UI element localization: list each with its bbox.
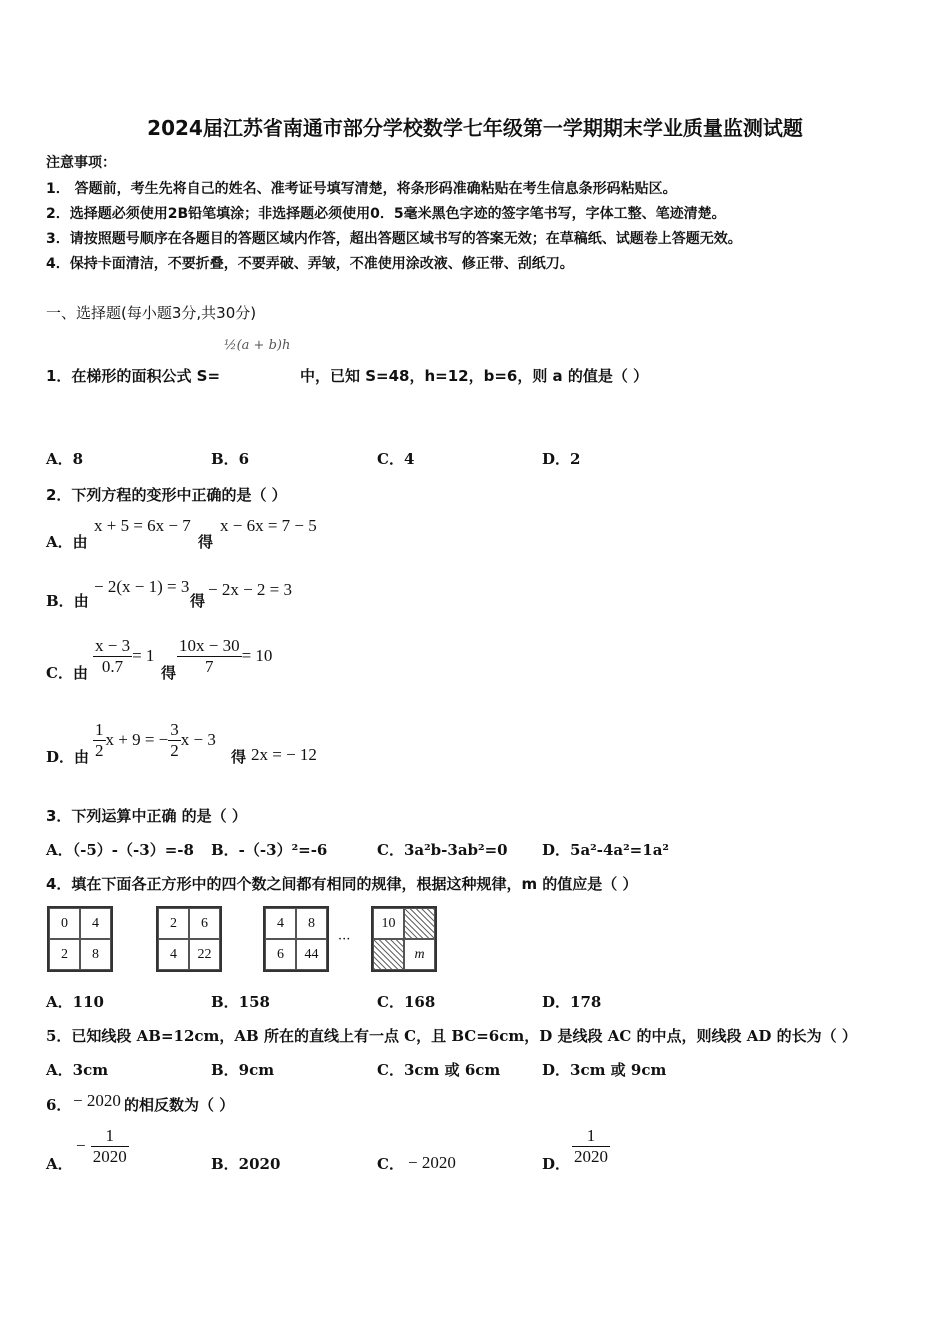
q1-option-a[interactable]: A．8	[46, 450, 84, 468]
cell: 8	[80, 939, 111, 970]
q6-option-c[interactable]: C．	[377, 1155, 404, 1173]
q2a-lhs: x + 5 = 6x − 7	[94, 516, 191, 535]
note-item: 1． 答题前，考生先将自己的姓名、准考证号填写清楚，将条形码准确粘贴在考生信息条形码粘贴区。	[46, 181, 677, 197]
q4-stem: 4．填在下面各正方形中的四个数之间都有相同的规律，根据这种规律，m 的值应是（ ）	[46, 875, 638, 893]
q2d-expression: $\frac{1}{2}$ x + 9 = − $\frac{3}{2}$ x − 3	[95, 720, 216, 760]
q3-option-b[interactable]: B．-（-3）²=-6	[211, 841, 328, 859]
q2d-rhs: 2x = − 12	[251, 745, 317, 764]
fraction: $\frac{1}{2020}$	[574, 1126, 608, 1166]
q2-option-b[interactable]	[46, 590, 89, 611]
cell: 0	[49, 908, 80, 939]
q6-option-d-value	[572, 1126, 610, 1167]
de-word: 得	[198, 533, 214, 551]
de-word: 得	[231, 748, 247, 766]
you-word: 由	[72, 664, 88, 682]
q2b-rhs: − 2x − 2 = 3	[208, 580, 293, 599]
q1-stem-prefix: 1．在梯形的面积公式 S=	[46, 367, 221, 385]
q2b-lhs: − 2(x − 1) = 3	[94, 577, 190, 596]
hatched-cell	[404, 908, 435, 939]
q2c-result: $\frac{10x - 30}{7}$ = 10	[179, 636, 273, 676]
q1-option-d[interactable]: D．2	[542, 450, 581, 468]
you-word: 由	[73, 592, 89, 610]
cell: 4	[158, 939, 189, 970]
q5-stem: 5．已知线段 AB=12cm，AB 所在的直线上有一点 C，且 BC=6cm，D 是线段 AC 的中点，则线段 AD 的长为（ ）	[46, 1027, 857, 1045]
page-title: 2024届江苏省南通市部分学校数学七年级第一学期期末学业质量监测试题	[147, 116, 803, 140]
option-label: A．	[46, 533, 73, 551]
q6-option-d[interactable]: D．	[542, 1155, 571, 1173]
cell: 10	[373, 908, 404, 939]
q6-option-a-value: − $\frac{1}{2020}$	[76, 1126, 127, 1166]
cell: m	[404, 939, 435, 970]
q3-option-c[interactable]: C．3a²b-3ab²=0	[377, 841, 508, 859]
number-square-4	[371, 906, 437, 972]
q4-option-a[interactable]: A．110	[46, 993, 104, 1011]
cell: 2	[158, 908, 189, 939]
q6-option-c-value: − 2020	[408, 1153, 456, 1172]
q2-option-d[interactable]	[46, 746, 89, 767]
q5-option-d[interactable]: D．3cm 或 9cm	[542, 1061, 667, 1079]
q2-option-a[interactable]	[46, 531, 88, 552]
cell: 6	[265, 939, 296, 970]
section-heading: 一、选择题(每小题3分,共30分)	[46, 304, 257, 322]
number-square-1	[47, 906, 113, 972]
cell: 4	[80, 908, 111, 939]
q6-option-a[interactable]: A．	[46, 1155, 73, 1173]
option-label: C．	[46, 664, 73, 682]
fraction: $\frac{1}{2020}$	[92, 1126, 127, 1166]
q2c-expression: $\frac{x - 3}{0.7}$ = 1	[95, 636, 155, 676]
q6-value: − 2020	[73, 1091, 121, 1110]
fraction: $\frac{x - 3}{0.7}$	[95, 636, 131, 676]
trapezoid-formula-image: ½(a + b)h	[224, 338, 291, 353]
cell: 44	[296, 939, 327, 970]
cell: 4	[265, 908, 296, 939]
note-item: 2．选择题必须使用2B铅笔填涂；非选择题必须使用0．5毫米黑色字迹的签字笔书写，字体工整、笔迹清楚。	[46, 206, 726, 222]
q2-option-c[interactable]	[46, 662, 88, 683]
q5-option-c[interactable]: C．3cm 或 6cm	[377, 1061, 501, 1079]
q5-option-b[interactable]: B．9cm	[211, 1061, 275, 1079]
fraction: $\frac{1}{2}$	[95, 720, 104, 760]
q2a-rhs: x − 6x = 7 − 5	[220, 516, 317, 535]
q1-option-c[interactable]: C．4	[377, 450, 415, 468]
cell: 22	[189, 939, 220, 970]
q4-option-d[interactable]: D．178	[542, 993, 602, 1011]
de-word: 得	[190, 592, 206, 610]
q3-option-a[interactable]: A．（-5）-（-3）=-8	[46, 841, 194, 859]
q1-stem-suffix: 中，已知 S=48，h=12，b=6，则 a 的值是（ ）	[300, 367, 649, 385]
fraction: $\frac{10x - 30}{7}$	[179, 636, 240, 676]
you-word: 由	[74, 748, 90, 766]
q1-option-b[interactable]: B．6	[211, 450, 250, 468]
q3-stem: 3．下列运算中正确 的是（ ）	[46, 807, 247, 825]
option-label: B．	[46, 592, 74, 610]
you-word: 由	[72, 533, 88, 551]
q3-option-d[interactable]: D．5a²-4a²=1a²	[542, 841, 669, 859]
notes-heading: 注意事项：	[46, 155, 116, 171]
cell: 6	[189, 908, 220, 939]
q4-option-c[interactable]: C．168	[377, 993, 436, 1011]
q6-stem: 的相反数为（ ）	[124, 1096, 235, 1114]
note-item: 3．请按照题号顺序在各题目的答题区域内作答，超出答题区域书写的答案无效；在草稿纸、试题卷上答题无效。	[46, 231, 742, 247]
de-word: 得	[161, 664, 177, 682]
fraction: $\frac{3}{2}$	[170, 720, 179, 760]
q2-stem: 2．下列方程的变形中正确的是（ ）	[46, 486, 287, 504]
q6-number: 6．	[46, 1096, 72, 1114]
option-label: D．	[46, 748, 75, 766]
cell: 8	[296, 908, 327, 939]
q4-option-b[interactable]: B．158	[211, 993, 270, 1011]
ellipsis: ···	[338, 932, 351, 947]
q5-option-a[interactable]: A．3cm	[46, 1061, 109, 1079]
hatched-cell	[373, 939, 404, 970]
cell: 2	[49, 939, 80, 970]
note-item: 4．保持卡面清洁，不要折叠，不要弄破、弄皱，不准使用涂改液、修正带、刮纸刀。	[46, 256, 574, 272]
q6-option-b[interactable]: B．2020	[211, 1155, 281, 1173]
number-square-2	[156, 906, 222, 972]
number-square-3	[263, 906, 329, 972]
